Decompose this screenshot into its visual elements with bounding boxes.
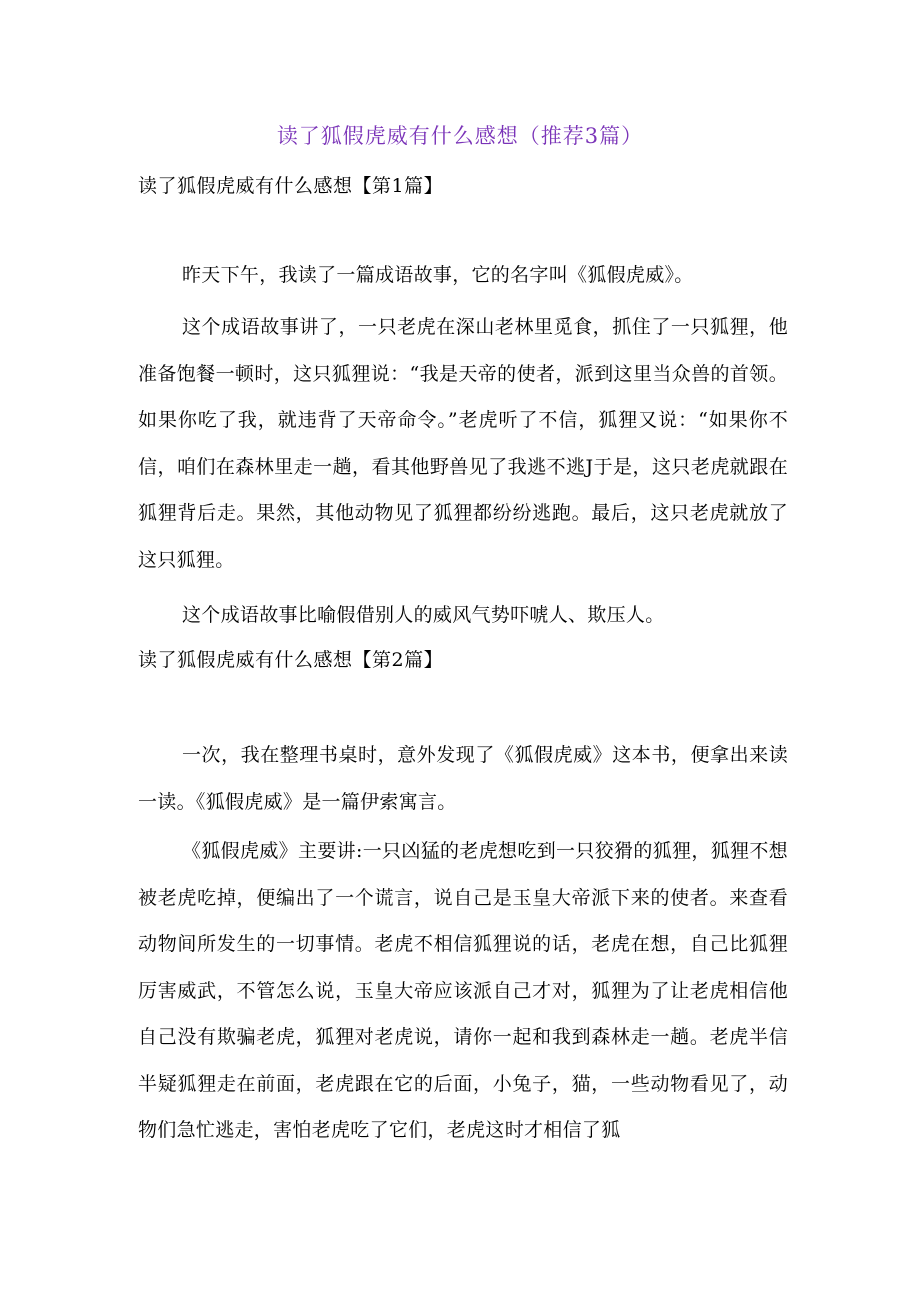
- document-title: 读了狐假虎威有什么感想（推荐3篇）: [276, 124, 644, 148]
- section-1-paragraph-2: 这个成语故事讲了，一只老虎在深山老林里觅食，抓住了一只狐狸，他准备饱餐一顿时，这只狐狸说：“我是天帝的使者，派到这里当众兽的首领。如果你吃了我，就违背了天帝命令。”老虎听了不信，狐狸又说：“如果你不信，咱们在森林里走一趟，看其他野兽见了我逃不逃J于是，这只老虎就跟在狐狸背后走。果然，其他动物见了狐狸都纷纷逃跑。最后，这只老虎就放了这只狐狸。: [138, 316, 788, 571]
- section-1-paragraph-3: 这个成语故事比喻假借别人的威风气势吓唬人、欺压人。: [182, 604, 665, 626]
- section-2-paragraph-2: 《狐假虎威》主要讲:一只凶猛的老虎想吃到一只狡猾的狐狸，狐狸不想被老虎吃掉，便编出了一个谎言，说自己是玉皇大帝派下来的使者。来查看动物间所发生的一切事情。老虎不相信狐狸说的话，老虎在想，自己比狐狸厉害威武，不管怎么说，玉皇大帝应该派自己才对，狐狸为了让老虎相信他自己没有欺骗老虎，狐狸对老虎说，请你一起和我到森林走一趟。老虎半信半疑狐狸走在前面，老虎跟在它的后面，小兔子，猫，一些动物看见了，动物们急忙逃走，害怕老虎吃了它们，老虎这时才相信了狐: [138, 840, 788, 1141]
- section-heading-2: 读了狐假虎威有什么感想【第2篇】: [138, 649, 444, 671]
- section-2-paragraph-1: 一次，我在整理书桌时，意外发现了《狐假虎威》这本书，便拿出来读一读。《狐假虎威》是一篇伊索寓言。: [138, 744, 788, 813]
- section-heading-1: 读了狐假虎威有什么感想【第1篇】: [138, 175, 444, 197]
- section-1-paragraph-1: 昨天下午，我读了一篇成语故事，它的名字叫《狐假虎威》。: [182, 264, 694, 286]
